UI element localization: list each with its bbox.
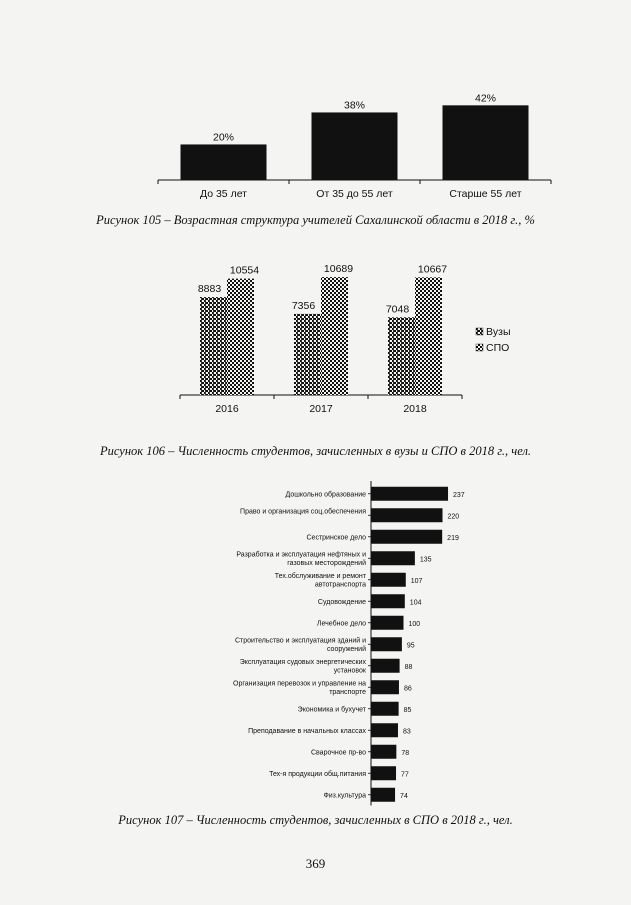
bar <box>371 788 395 802</box>
bar <box>371 530 442 544</box>
data-label: 7048 <box>385 303 410 316</box>
legend-swatch <box>476 328 483 335</box>
y-tick-label: Судовождение <box>317 598 366 606</box>
bar <box>371 702 399 716</box>
data-label: 83 <box>402 728 411 736</box>
figure-107-caption: Рисунок 107 – Численность студентов, зачисленных в СПО в 2018 г., чел. <box>118 813 513 827</box>
y-tick-label: Лечебное дело <box>316 620 366 628</box>
bar-vuz <box>294 314 321 395</box>
data-label: 10554 <box>229 264 260 277</box>
bar-spo <box>227 279 254 395</box>
bar-vuz <box>388 317 415 395</box>
y-tick-label: Сестринское дело <box>306 534 366 542</box>
x-tick-label: 2017 <box>309 403 333 415</box>
data-label: 10667 <box>417 263 448 276</box>
bar <box>371 594 405 608</box>
data-label: 77 <box>401 771 409 779</box>
y-tick-label: Тех-я продукции общ.питания <box>269 770 366 778</box>
age-structure-chart <box>158 92 551 200</box>
data-label: 78 <box>401 749 410 757</box>
data-label: 8883 <box>197 283 222 296</box>
y-tick-label: Разработка и эксплуатация нефтяных и газовых месторождений <box>236 551 366 567</box>
y-tick-label: Физ.культура <box>323 792 366 800</box>
data-label: 237 <box>453 491 465 499</box>
data-label: 38% <box>343 99 366 112</box>
y-tick-label: Экономика и бухучет <box>297 706 366 714</box>
bar <box>371 659 400 673</box>
data-label: 7356 <box>291 299 316 312</box>
bar <box>371 616 404 630</box>
data-label: 20% <box>212 131 235 144</box>
students-vuz-spo-chart <box>180 263 511 415</box>
x-tick-label: 2016 <box>215 403 239 415</box>
bar <box>371 766 396 780</box>
data-label: 104 <box>409 599 422 607</box>
bar <box>371 508 443 522</box>
legend-label: СПО <box>486 342 510 354</box>
data-label: 220 <box>447 513 460 521</box>
data-label: 86 <box>403 685 412 693</box>
x-tick-label: 2018 <box>403 403 427 415</box>
y-tick-label: Дошкольно образование <box>285 491 366 499</box>
bar-spo <box>415 277 442 395</box>
data-label: 135 <box>419 556 432 564</box>
legend-swatch <box>476 344 483 351</box>
bar <box>371 637 402 651</box>
x-tick-label: До 35 лет <box>199 188 248 200</box>
y-tick-label: Организация перевозок и управление на транспорте <box>233 680 366 696</box>
data-label: 95 <box>406 642 415 650</box>
bar <box>371 573 406 587</box>
bar-vuz <box>200 297 227 395</box>
figure-106-caption: Рисунок 106 – Численность студентов, зачисленных в вузы и СПО в 2018 г., чел. <box>99 444 532 458</box>
x-tick-label: От 35 до 55 лет <box>316 188 393 200</box>
y-tick-label: Тех.обслуживание и ремонт автотранспорта <box>274 572 366 589</box>
bar <box>371 745 396 759</box>
bar <box>371 680 399 694</box>
bar <box>371 551 415 565</box>
page-number: 369 <box>305 856 326 871</box>
bar-spo <box>321 277 348 395</box>
bar <box>312 112 398 180</box>
spo-specialties-chart <box>233 481 465 806</box>
data-label: 107 <box>410 577 423 585</box>
data-label: 88 <box>404 663 413 671</box>
figure-105-caption: Рисунок 105 – Возрастная структура учителей Сахалинской области в 2018 г., % <box>96 213 535 227</box>
x-tick-label: Старше 55 лет <box>449 188 522 200</box>
y-tick-label: Преподавание в начальных классах <box>248 727 366 735</box>
data-label: 100 <box>408 620 421 628</box>
legend-label: Вузы <box>486 326 511 338</box>
data-label: 42% <box>474 92 497 105</box>
data-label: 219 <box>447 534 459 542</box>
data-label: 85 <box>403 706 412 714</box>
y-tick-label: Строительство и эксплуатация зданий и сооружений <box>234 637 366 653</box>
y-tick-label: Право и организация соц.обеспечения <box>240 508 366 516</box>
bar <box>443 105 529 180</box>
bar <box>181 144 267 180</box>
y-tick-label: Сварочное пр-во <box>310 749 366 757</box>
data-label: 10689 <box>323 263 354 276</box>
y-tick-label: Эксплуатация судовых энергетических установок <box>239 658 366 675</box>
bar <box>371 487 448 501</box>
bar <box>371 723 398 737</box>
data-label: 74 <box>400 792 408 800</box>
